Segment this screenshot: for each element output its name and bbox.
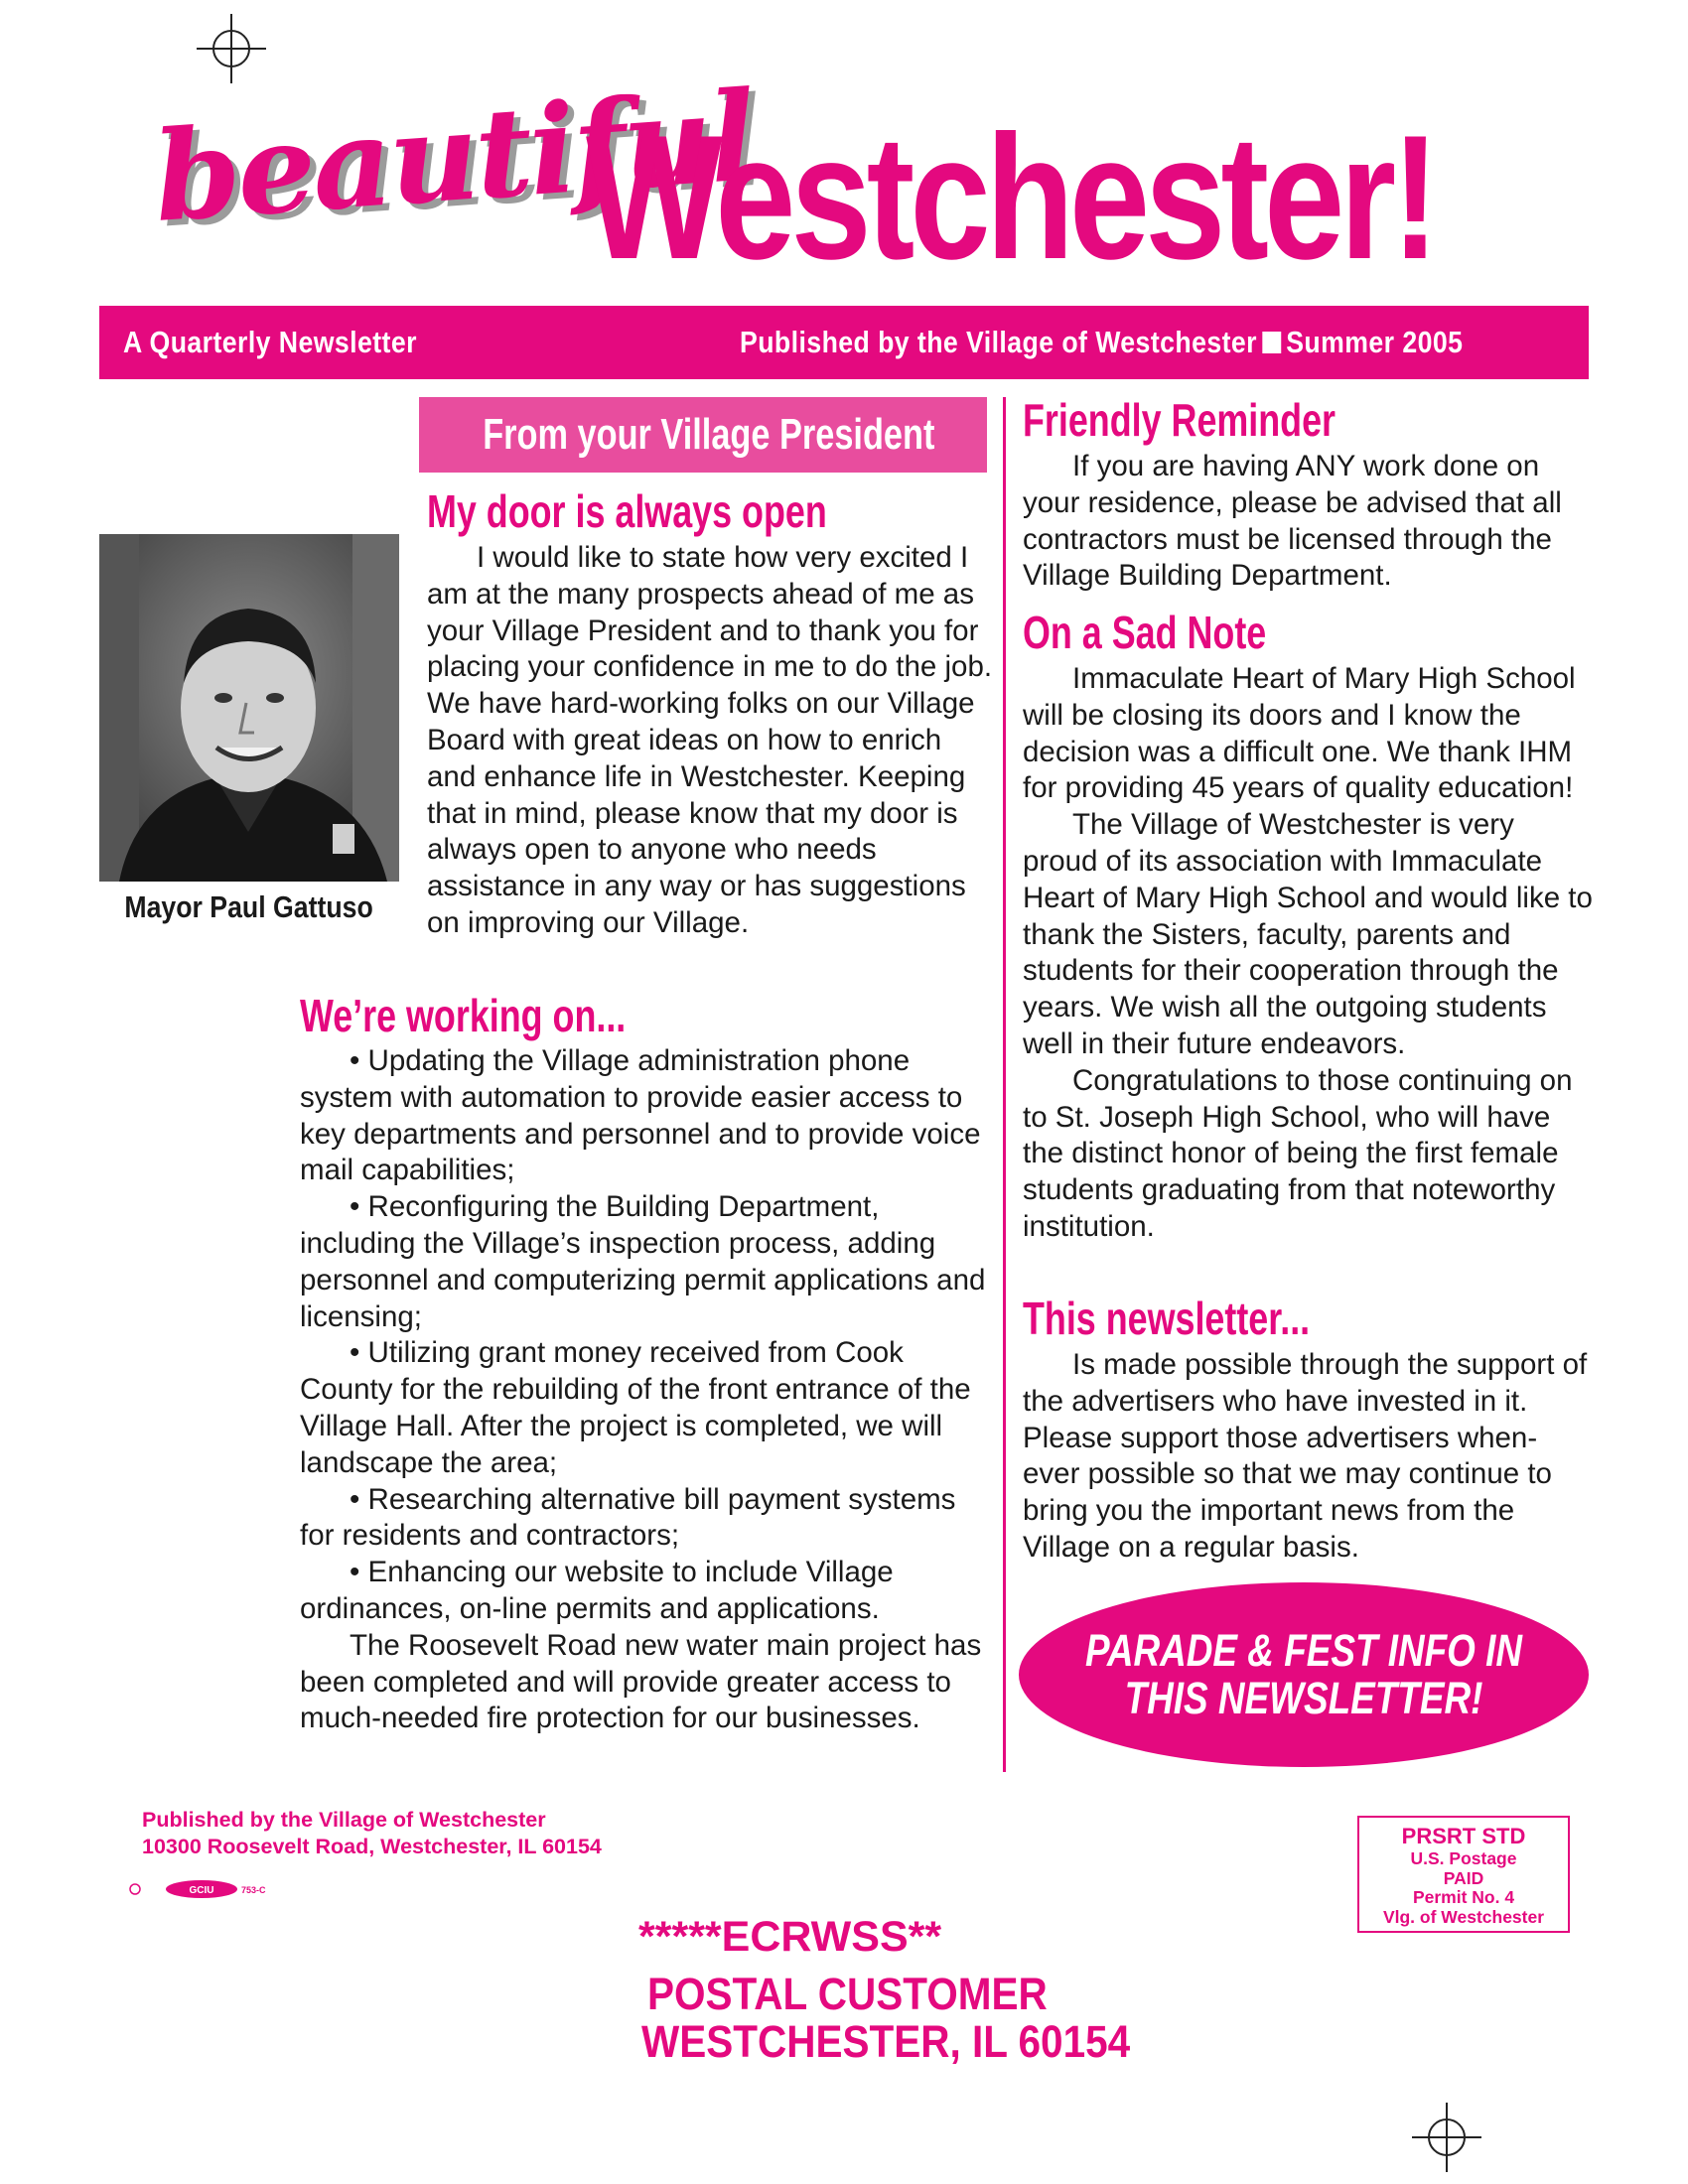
mail-city-state-zip: WESTCHESTER, IL 60154 [641,2016,1131,2067]
sad-note-paragraph: The Village of Westchester is very proud of its association with Immaculate Heart of Mary High School and would like to thank the Sisters, faculty, parents and students for their cooperation through the years. We wish all the outgoing students well in their future endeavors. [1023,808,1593,1060]
working-on-item: • Utilizing grant money received from Cook County for the rebuilding of the front entrance of the Village Hall. After the project is completed, we will landscape the area; [300,1336,971,1479]
masthead-title: Westchester! [586,98,1435,296]
publisher-name: Published by the Village of Westchester [142,1808,546,1832]
water-main-paragraph: The Roosevelt Road new water main project has been completed and will provide greater access to much-needed fire protection for our businesses. [300,1628,982,1735]
friendly-reminder-heading: Friendly Reminder [1023,394,1336,446]
mail-route-code: *****ECRWSS** [638,1913,942,1961]
union-bug-logo [127,1879,266,1899]
sad-note-paragraph: Congratulations to those continuing on to St. Joseph High School, who will have the distinct honor of being the first female students graduating from that noteworthy institution. [1023,1063,1573,1243]
president-section-label-text: From your Village President [483,410,935,459]
this-newsletter-heading: This newsletter... [1023,1293,1311,1344]
masthead-banner [99,306,1589,379]
this-newsletter-text: Is made possible through the support of the advertisers who have invested in it. Please support those advertisers when-ever possible so that we may continue to bring you the important news from the Village on a regular basis. [1023,1348,1588,1564]
mail-recipient: POSTAL CUSTOMER [647,1969,1048,2019]
working-on-item: • Reconfiguring the Building Department, including the Village’s inspection process, adding personnel and computerizing permit applications and licensing; [300,1190,986,1333]
president-message-text: I would like to state how very excited I am at the many prospects ahead of me as your Village President and to thank you for placing your confidence in me to do the job. We have hard-working folks on our Village Board with great ideas on how to enrich and enhance life in Westchester. Keeping that in mind, please know that my door is always open to anyone who needs assistance in any way or has suggestions on improving our Village. [427,541,993,939]
working-on-heading: We’re working on... [300,990,627,1041]
union-bug-text: GCIU [189,1885,214,1896]
promo-line-2: THIS NEWSLETTER! [1124,1673,1483,1723]
sad-note-heading: On a Sad Note [1023,607,1267,658]
banner-issue-info [740,325,1463,360]
banner-issue: Summer 2005 [1286,325,1464,359]
president-heading: My door is always open [427,485,827,537]
photo-caption-text: Mayor Paul Gattuso [124,889,374,924]
permit-postage: U.S. Postage [1410,1848,1517,1868]
working-on-item: • Researching alternative bill payment systems for residents and contractors; [300,1482,956,1553]
photo-caption [99,889,399,925]
president-section-label [419,397,987,473]
registration-mark-bottom [1412,2103,1481,2172]
permit-paid: PAID [1443,1867,1484,1888]
publisher-address: 10300 Roosevelt Road, Westchester, IL 60154 [142,1835,602,1858]
friendly-reminder-text: If you are having ANY work done on your residence, please be advised that all contractors must be licensed through the Village Building Department. [1023,450,1562,593]
working-on-list [300,1043,995,1737]
banner-publisher: Published by the Village of Westchester [740,325,1257,359]
permit-class: PRSRT STD [1401,1824,1526,1848]
union-bug-code: 753-C [241,1885,266,1895]
permit-number: Permit No. 4 [1412,1887,1515,1907]
promo-line-1: PARADE & FEST INFO IN [1084,1625,1523,1676]
president-message [427,540,995,942]
column-divider [1003,397,1006,1772]
sad-note-paragraph: Immaculate Heart of Mary High School will be closing its doors and I know the decision was a difficult one. We thank IHM for providing 45 years of quality education! [1023,662,1576,805]
parade-fest-promo-oval [1019,1582,1589,1767]
masthead-script-word: beautiful [149,65,759,250]
banner-subtitle: A Quarterly Newsletter [123,325,417,359]
sad-note-body [1023,661,1594,1246]
registration-mark-top [197,14,266,83]
this-newsletter-body [1023,1347,1594,1567]
postage-permit-indicia [1357,1816,1570,1933]
working-on-item: • Enhancing our website to include Village ordinances, on-line permits and applications. [300,1556,894,1625]
friendly-reminder-body [1023,449,1594,595]
square-bullet-icon [1262,332,1281,353]
permit-holder: Vlg. of Westchester [1382,1906,1545,1927]
working-on-item: • Updating the Village administration phone system with automation to provide easier access to key departments and personnel and to provide voice mail capabilities; [300,1044,981,1187]
mayor-photo [99,534,399,882]
